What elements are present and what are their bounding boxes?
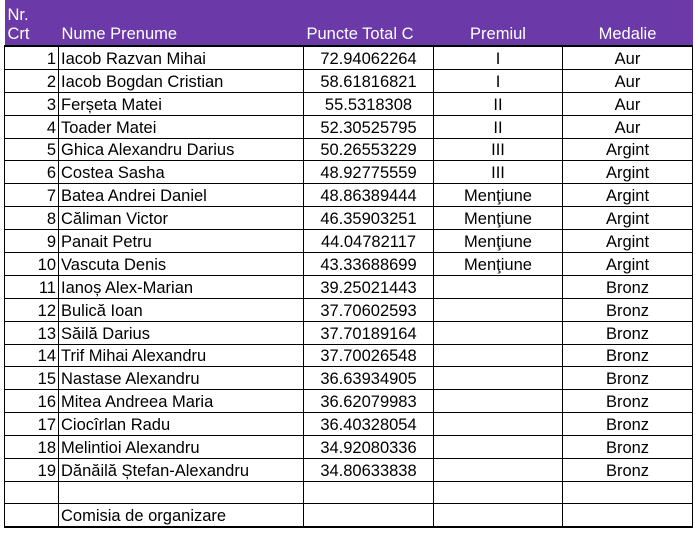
blank-cell [304,481,434,503]
row-prize: II [434,92,563,115]
row-nr: 3 [5,92,59,115]
row-medal: Bronz [563,459,693,482]
row-score: 36.62079983 [304,390,434,413]
row-name: Costea Sasha [59,161,304,184]
row-medal: Argint [563,184,693,207]
row-name: Ciocîrlan Radu [59,413,304,436]
row-prize: Menţiune [434,230,563,253]
row-name: Ferșeta Matei [59,92,304,115]
row-medal: Argint [563,253,693,276]
row-medal: Argint [563,230,693,253]
table-row [5,344,693,367]
row-nr: 16 [5,390,59,413]
row-medal: Bronz [563,275,693,298]
row-prize: Menţiune [434,207,563,230]
blank-cell [434,481,563,503]
row-score: 36.40328054 [304,413,434,436]
row-name: Panait Petru [59,230,304,253]
row-nr: 13 [5,321,59,344]
table-row [5,69,693,92]
table-row [5,184,693,207]
table-row [5,138,693,161]
row-medal: Bronz [563,321,693,344]
row-score: 43.33688699 [304,253,434,276]
row-score: 55.5318308 [304,92,434,115]
row-nr: 10 [5,253,59,276]
row-prize: II [434,115,563,138]
header-nr-line1: Nr. [7,6,29,24]
row-score: 34.92080336 [304,436,434,459]
results-table [4,0,693,528]
header-score: Puncte Total C [304,0,434,46]
row-prize [434,436,563,459]
header-row [5,0,693,46]
header-prize: Premiul [434,0,563,46]
header-nr-crt [5,0,59,46]
table-row [5,321,693,344]
row-medal: Bronz [563,298,693,321]
row-medal: Bronz [563,436,693,459]
row-medal: Argint [563,161,693,184]
table-row [5,413,693,436]
row-name: Ianoș Alex-Marian [59,275,304,298]
row-score: 52.30525795 [304,115,434,138]
row-prize: Menţiune [434,184,563,207]
row-prize [434,459,563,482]
blank-cell [563,481,693,503]
table-row [5,253,693,276]
row-name: Bulică Ioan [59,298,304,321]
row-nr: 4 [5,115,59,138]
row-medal: Bronz [563,344,693,367]
row-score: 34.80633838 [304,459,434,482]
row-score: 36.63934905 [304,367,434,390]
row-score: 48.92775559 [304,161,434,184]
footer-cell-empty [563,503,693,527]
row-name: Săilă Darius [59,321,304,344]
row-score: 37.70602593 [304,298,434,321]
row-name: Trif Mihai Alexandru [59,344,304,367]
row-nr: 1 [5,46,59,69]
row-nr: 8 [5,207,59,230]
row-score: 58.61816821 [304,69,434,92]
row-prize [434,367,563,390]
row-medal: Aur [563,46,693,69]
table-row [5,207,693,230]
header-medal: Medalie [563,0,693,46]
footer-row [5,503,693,527]
row-nr: 2 [5,69,59,92]
row-name: Nastase Alexandru [59,367,304,390]
footer-cell-empty [304,503,434,527]
row-prize [434,321,563,344]
row-medal: Argint [563,207,693,230]
table-row [5,92,693,115]
row-medal: Bronz [563,390,693,413]
table-row [5,367,693,390]
row-prize [434,390,563,413]
table-row [5,436,693,459]
row-name: Dănăilă Ștefan-Alexandru [59,459,304,482]
row-score: 72.94062264 [304,46,434,69]
blank-cell [5,481,59,503]
footer-cell-empty [5,503,59,527]
row-name: Vascuta Denis [59,253,304,276]
row-nr: 14 [5,344,59,367]
row-prize: I [434,46,563,69]
row-score: 37.70189164 [304,321,434,344]
row-medal: Bronz [563,367,693,390]
table-row [5,275,693,298]
row-medal: Aur [563,92,693,115]
table-row [5,230,693,253]
table-row [5,46,693,69]
row-score: 44.04782117 [304,230,434,253]
blank-cell [59,481,304,503]
row-medal: Argint [563,138,693,161]
row-nr: 9 [5,230,59,253]
row-name: Batea Andrei Daniel [59,184,304,207]
row-score: 39.25021443 [304,275,434,298]
row-nr: 15 [5,367,59,390]
results-sheet [4,0,694,536]
row-nr: 5 [5,138,59,161]
row-name: Iacob Razvan Mihai [59,46,304,69]
row-score: 46.35903251 [304,207,434,230]
row-name: Toader Matei [59,115,304,138]
row-score: 48.86389444 [304,184,434,207]
table-body [5,46,693,527]
table-row [5,298,693,321]
row-nr: 17 [5,413,59,436]
row-nr: 6 [5,161,59,184]
row-prize [434,344,563,367]
row-medal: Bronz [563,413,693,436]
row-name: Mitea Andreea Maria [59,390,304,413]
table-row [5,161,693,184]
table-row [5,390,693,413]
row-prize: III [434,161,563,184]
row-score: 37.70026548 [304,344,434,367]
row-score: 50.26553229 [304,138,434,161]
table-header [5,0,693,46]
row-name: Căliman Victor [59,207,304,230]
row-prize [434,275,563,298]
row-prize: I [434,69,563,92]
row-prize: III [434,138,563,161]
blank-row [5,481,693,503]
row-prize [434,298,563,321]
row-nr: 7 [5,184,59,207]
row-nr: 11 [5,275,59,298]
row-prize: Menţiune [434,253,563,276]
committee-signature-label: Comisia de organizare [59,503,304,527]
row-name: Ghica Alexandru Darius [59,138,304,161]
row-nr: 12 [5,298,59,321]
footer-cell-empty [434,503,563,527]
row-name: Iacob Bogdan Cristian [59,69,304,92]
row-medal: Aur [563,115,693,138]
row-medal: Aur [563,69,693,92]
table-row [5,459,693,482]
table-row [5,115,693,138]
row-nr: 18 [5,436,59,459]
row-prize [434,413,563,436]
row-name: Melintioi Alexandru [59,436,304,459]
row-nr: 19 [5,459,59,482]
header-name: Nume Prenume [59,0,304,46]
header-nr-line2: Crt [7,25,30,43]
